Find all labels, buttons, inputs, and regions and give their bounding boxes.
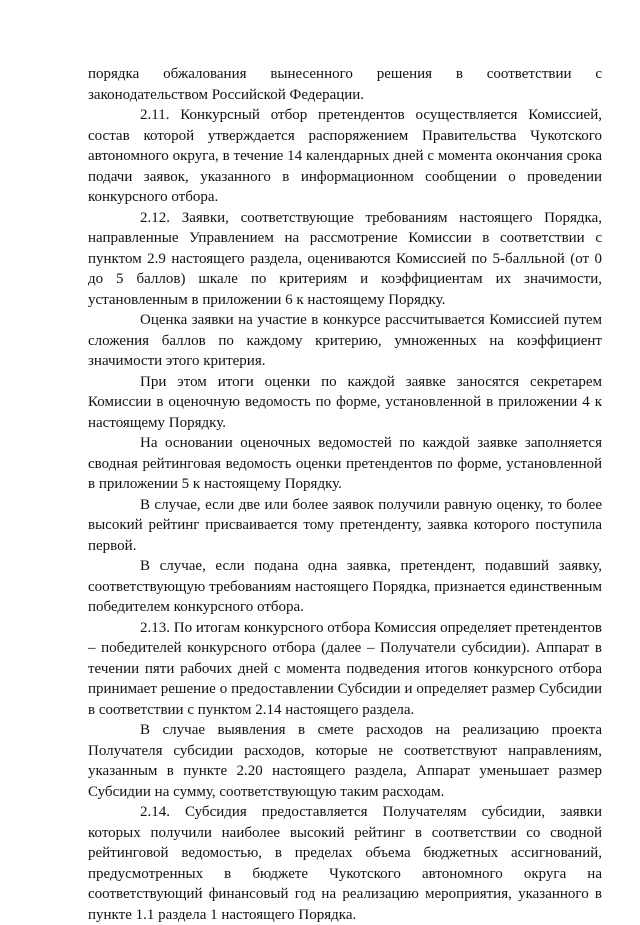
paragraph-score-calculation: Оценка заявки на участие в конкурсе рассчитывается Комиссией путем сложения баллов по каждому критерию, умноженных на коэффициент значимости этого критерия.	[88, 312, 602, 369]
paragraph-expense-reduction: В случае выявления в смете расходов на реализацию проекта Получателя субсидии расходов, которые не соответствуют направлениям, указанным в пункте 2.20 настоящего раздела, Аппарат уменьшает размер Субсидии на сумму, соответствующую таким расходам.	[88, 722, 602, 800]
paragraph-2-11: 2.11. Конкурсный отбор претендентов осуществляется Комиссией, состав которой утверждается распоряжением Правительства Чукотского автономного округа, в течение 14 календарных дней с момента окончания срока подачи заявок, указанного в информационном сообщении о проведении конкурсного отбора.	[88, 107, 602, 205]
paragraph-equal-score: В случае, если две или более заявок получили равную оценку, то более высокий рейтинг присваивается тому претенденту, заявка которого поступила первой.	[88, 496, 602, 554]
paragraph-rating-sheet: На основании оценочных ведомостей по каждой заявке заполняется сводная рейтинговая ведомость оценки претендентов по форме, установленной в приложении 5 к настоящему Порядку.	[88, 435, 602, 492]
paragraph-single-application: В случае, если подана одна заявка, претендент, подавший заявку, соответствующую требованиям настоящего Порядка, признается единственным победителем конкурсного отбора.	[88, 558, 602, 615]
paragraph-2-14: 2.14. Субсидия предоставляется Получателям субсидии, заявки которых получили наиболее высокий рейтинг в соответствии со сводной рейтинговой ведомостью, в пределах объема бюджетных ассигнований, предусмотренных в бюджете Чукотского автономного округа на соответствующий финансовый год на реализацию мероприятия, указанного в пункте 1.1 раздела 1 настоящего Порядка.	[88, 804, 602, 923]
document-page	[88, 64, 602, 925]
paragraph-evaluation-sheet: При этом итоги оценки по каждой заявке заносятся секретарем Комиссии в оценочную ведомость по форме, установленной в приложении 4 к настоящему Порядку.	[88, 373, 602, 431]
paragraph-appeal-continuation: порядка обжалования вынесенного решения в соответствии с законодательством Российской Федерации.	[88, 66, 602, 103]
paragraph-2-12: 2.12. Заявки, соответствующие требованиям настоящего Порядка, направленные Управлением на рассмотрение Комиссии в соответствии с пунктом 2.9 настоящего раздела, оцениваются Комиссией по 5-балльной (от 0 до 5 баллов) шкале по критериям и коэффициентам их значимости, установленным в приложении 6 к настоящему Порядку.	[88, 209, 602, 308]
paragraph-2-13: 2.13. По итогам конкурсного отбора Комиссия определяет претендентов – победителей конкурсного отбора (далее – Получатели субсидии). Аппарат в течении пяти рабочих дней с момента подведения итогов конкурсного отбора принимает решение о предоставлении Субсидии и определяет размер Субсидии в соответствии с пунктом 2.14 настоящего раздела.	[88, 619, 602, 718]
